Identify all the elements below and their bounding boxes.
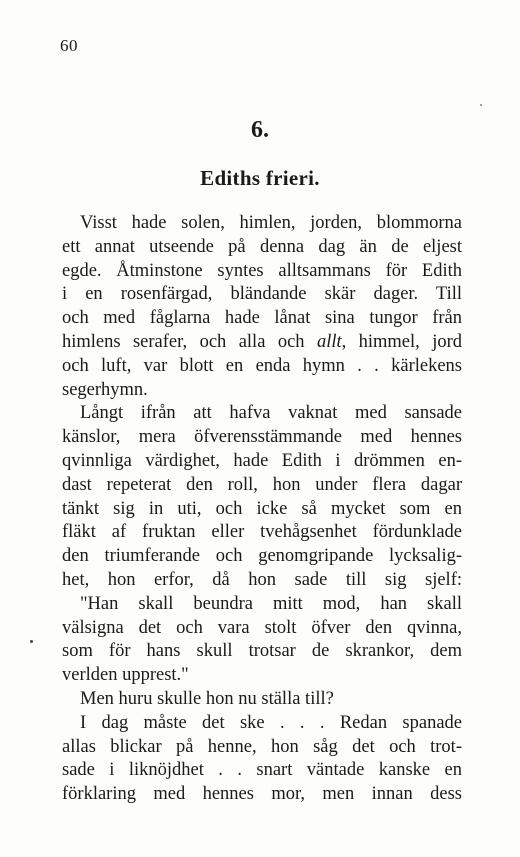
text-line-content: i en rosenfärgad, bländande skär dager. Till bbox=[62, 284, 462, 305]
text-line bbox=[62, 569, 462, 593]
text-line-content: välsigna det och vara stolt öfver den qvinna, bbox=[62, 617, 462, 638]
text-line bbox=[62, 521, 462, 545]
text-line bbox=[62, 640, 462, 664]
text-line bbox=[62, 783, 462, 807]
text-line bbox=[62, 402, 462, 426]
text-line bbox=[62, 236, 462, 260]
text-line bbox=[62, 617, 462, 641]
text-line-content: Långt ifrån att hafva vaknat med sansade bbox=[80, 403, 462, 424]
italic-word: allt bbox=[316, 331, 342, 352]
text-line-content: verlden upprest." bbox=[62, 665, 189, 686]
text-line-content: och luft, var blott en enda hymn . . kärlekens bbox=[62, 355, 462, 376]
text-line bbox=[62, 593, 462, 617]
text-line-content: I dag måste det ske . . . Redan spanade bbox=[80, 712, 462, 733]
text-line bbox=[62, 307, 462, 331]
text-line bbox=[62, 736, 462, 760]
text-line bbox=[62, 450, 462, 474]
text-line bbox=[62, 331, 462, 355]
text-line-content: egde. Åtminstone syntes alltsammans för Edith bbox=[62, 260, 462, 281]
text-line bbox=[62, 688, 462, 712]
text-line-content: som för hans skull trotsar de skrankor, dem bbox=[62, 641, 462, 662]
text-line bbox=[62, 379, 462, 403]
text-line bbox=[62, 474, 462, 498]
text-line bbox=[62, 759, 462, 783]
ink-speck bbox=[30, 640, 33, 643]
ink-speck bbox=[480, 104, 482, 106]
text-line-content: den triumferande och genomgripande lycksalig- bbox=[62, 546, 462, 567]
text-line bbox=[62, 283, 462, 307]
text-line bbox=[62, 498, 462, 522]
text-line-content: himlens serafer, och alla och bbox=[62, 331, 317, 352]
text-line bbox=[62, 260, 462, 284]
chapter-title: Ediths frieri. bbox=[200, 166, 320, 190]
page-number: 60 bbox=[60, 36, 78, 55]
text-line-content: dast repeterat den roll, hon under flera dagar bbox=[62, 474, 462, 495]
text-line-content: och med fåglarna hade lånat sina tungor från bbox=[62, 308, 462, 329]
text-line-content: segerhymn. bbox=[62, 379, 148, 400]
text-line-content: het, hon erfor, då hon sade till sig sjelf: bbox=[62, 569, 462, 590]
text-line-content: ett annat utseende på denna dag än de eljest bbox=[62, 236, 462, 257]
text-line-content: fläkt af fruktan eller tvehågsenhet fördunklade bbox=[62, 522, 462, 543]
text-line-content: förklaring med hennes mor, men innan dess bbox=[62, 784, 462, 805]
text-line-content: tänkt sig in uti, och icke så mycket som en bbox=[62, 498, 462, 519]
text-line-content: "Han skall beundra mitt mod, han skall bbox=[80, 593, 462, 614]
text-line bbox=[62, 712, 462, 736]
chapter-number: 6. bbox=[251, 117, 269, 143]
text-line-content: allas blickar på henne, hon såg det och trot- bbox=[62, 736, 462, 757]
text-line-content: qvinnliga värdighet, hade Edith i drömmen en- bbox=[62, 450, 462, 471]
chapter-body bbox=[62, 212, 462, 807]
text-line bbox=[62, 212, 462, 236]
text-line-content: Visst hade solen, himlen, jorden, blommorna bbox=[80, 213, 462, 233]
text-line bbox=[62, 355, 462, 379]
text-line bbox=[62, 426, 462, 450]
text-line bbox=[62, 545, 462, 569]
text-line-content: Men huru skulle hon nu ställa till? bbox=[80, 688, 334, 709]
text-line bbox=[62, 664, 462, 688]
text-line-tail: , himmel, jord bbox=[341, 331, 462, 352]
text-line-content: sade i liknöjdhet . . snart väntade kanske en bbox=[62, 760, 462, 781]
text-line-content: känslor, mera öfverensstämmande med hennes bbox=[62, 427, 462, 448]
